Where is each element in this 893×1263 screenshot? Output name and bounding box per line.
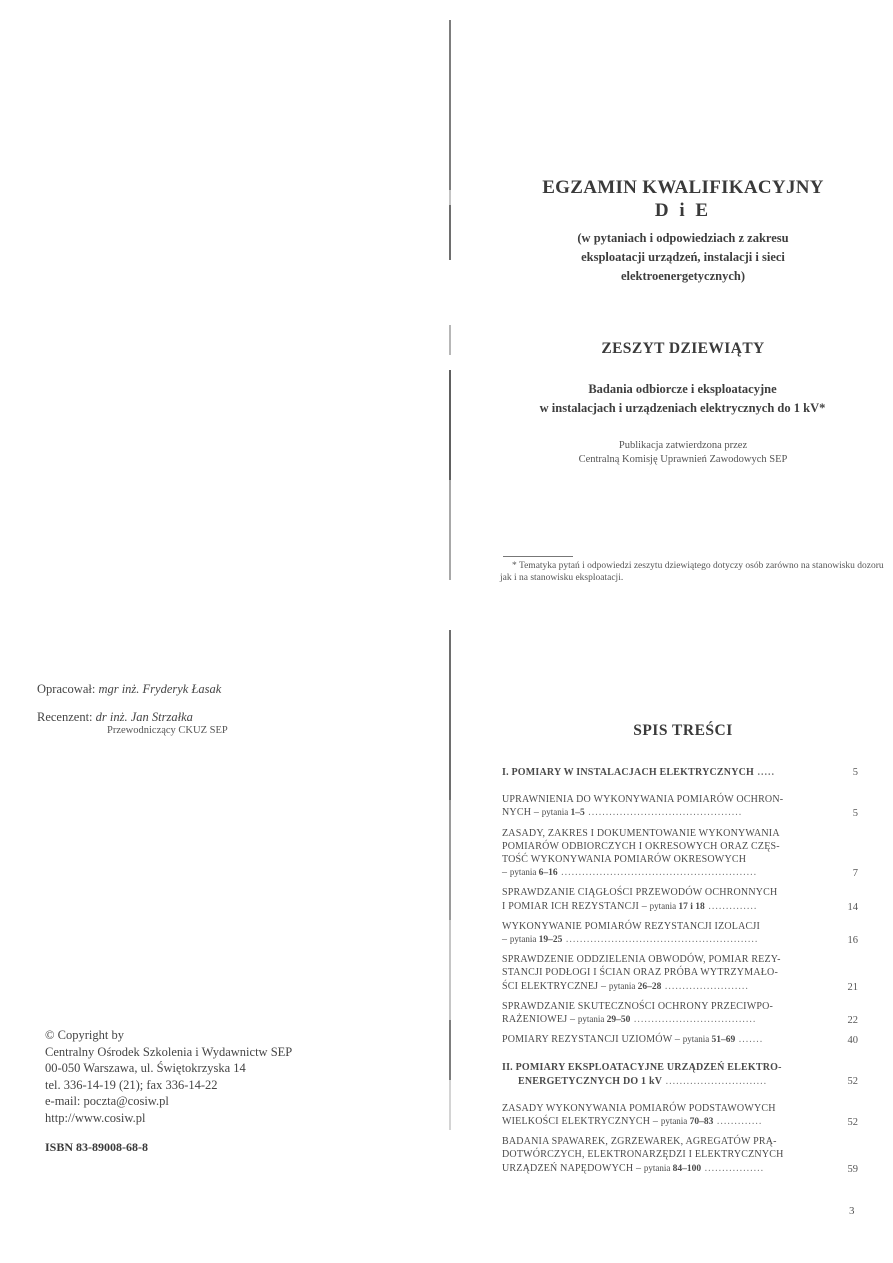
toc-page-number: 14: [847, 901, 858, 913]
title-block: [498, 176, 868, 286]
toc-entry[interactable]: ZASADY WYKONYWANIA POMIARÓW PODSTAWOWYCH WIELKOŚCI ELEKTRYCZNYCH – pytania 70–83 ............. 52: [502, 1102, 858, 1129]
toc-page-number: 52: [847, 1075, 858, 1087]
toc-entry[interactable]: II. POMIARY EKSPLOATACYJNE URZĄDZEŃ ELEKTRO- ENERGETYCZNYCH DO 1 kV ............................. 52: [502, 1062, 858, 1087]
footnote: * Tematyka pytań i odpowiedzi zeszytu dziewiątego dotyczy osób zarówno na stanowisku dozoru jak i na stanowisku eksploatacji.: [500, 561, 884, 583]
toc-page-number: 40: [847, 1035, 858, 1047]
toc-entry[interactable]: WYKONYWANIE POMIARÓW REZYSTANCJI IZOLACJI – pytania 19–25 ....................................................... 16: [502, 920, 858, 947]
table-of-contents: [502, 766, 858, 1176]
toc-page-number: 59: [847, 1163, 858, 1175]
toc-title: SPIS TREŚCI: [633, 722, 733, 739]
toc-entry[interactable]: ZASADY, ZAKRES I DOKUMENTOWANIE WYKONYWANIA POMIARÓW ODBIORCZYCH I OKRESOWYCH ORAZ CZĘS- TOŚĆ WYKONYWANIA POMIARÓW OKRESOWYCH – pytania 6–16 ........................................................ 7: [502, 827, 858, 880]
toc-page-number: 5: [852, 808, 858, 820]
credits: [37, 681, 228, 737]
toc-entry[interactable]: SPRAWDZANIE CIĄGŁOŚCI PRZEWODÓW OCHRONNYCH I POMIAR ICH REZYSTANCJI – pytania 17 i 18 .............. 14: [502, 887, 858, 913]
toc-entry[interactable]: SPRAWDZANIE SKUTECZNOŚCI OCHRONY PRZECIWPO- RAŻENIOWEJ – pytania 29–50 ................................... 22: [502, 1000, 858, 1027]
toc-page-number: 22: [847, 1015, 858, 1027]
page-number: 3: [849, 1205, 855, 1217]
toc-page-number: 52: [847, 1117, 858, 1129]
author-credit: Opracował: mgr inż. Fryderyk Łasak: [37, 682, 222, 696]
address-line: 00-050 Warszawa, ul. Świętokrzyska 14: [45, 1061, 246, 1075]
copyright-line: © Copyright by: [45, 1028, 124, 1042]
volume-topic: Badania odbiorcze i eksploatacyjne w instalacjach i urządzeniach elektrycznych do 1 kV*: [539, 382, 826, 415]
book-spine-divider: [449, 20, 451, 1220]
reviewer-credit: Recenzent: dr inż. Jan Strzałka: [37, 710, 193, 724]
isbn: ISBN 83-89008-68-8: [45, 1140, 149, 1154]
website-line: http://www.cosiw.pl: [45, 1110, 146, 1125]
publisher-line: Centralny Ośrodek Szkolenia i Wydawnictw SEP: [45, 1044, 293, 1059]
main-title: EGZAMIN KWALIFIKACYJNY: [542, 177, 824, 198]
footnote-rule: [503, 556, 573, 557]
title-description: (w pytaniach i odpowiedziach z zakresu eksploatacji urządzeń, instalacji i sieci elektroenergetycznych): [577, 231, 789, 283]
toc-entry[interactable]: UPRAWNIENIA DO WYKONYWANIA POMIARÓW OCHRON- NYCH – pytania 1–5 ............................................ 5: [502, 794, 858, 820]
toc-page-number: 16: [847, 935, 858, 947]
toc-page-number: 5: [852, 767, 858, 778]
volume-title: ZESZYT DZIEWIĄTY: [601, 340, 765, 357]
phone-line: tel. 336-14-19 (21); fax 336-14-22: [45, 1077, 218, 1092]
sub-title: D i E: [654, 200, 712, 221]
toc-page-number: 21: [847, 981, 858, 993]
approval-note: Publikacja zatwierdzona przez Centralną Komisję Uprawnień Zawodowych SEP: [578, 440, 788, 465]
toc-page-number: 7: [852, 868, 858, 880]
email-line: e-mail: poczta@cosiw.pl: [45, 1094, 169, 1108]
toc-entry[interactable]: POMIARY REZYSTANCJI UZIOMÓW – pytania 51–69 ....... 40: [502, 1034, 858, 1047]
reviewer-title: Przewodniczący CKUZ SEP: [107, 725, 228, 736]
toc-entry[interactable]: SPRAWDZENIE ODDZIELENIA OBWODÓW, POMIAR REZY- STANCJI PODŁOGI I ŚCIAN ORAZ PRÓBA WYTRZYMAŁO- ŚCI ELEKTRYCZNEJ – pytania 26–28 ........................ 21: [502, 954, 858, 993]
toc-entry[interactable]: I. POMIARY W INSTALACJACH ELEKTRYCZNYCH ..... 5: [502, 767, 858, 778]
toc-entry[interactable]: BADANIA SPAWAREK, ZGRZEWAREK, AGREGATÓW PRĄ- DOTWÓRCZYCH, ELEKTRONARZĘDZI I ELEKTRYCZNYCH URZĄDZEŃ NAPĘDOWYCH – pytania 84–100 ................. 59: [502, 1136, 858, 1175]
copyright-block: [45, 1027, 292, 1156]
